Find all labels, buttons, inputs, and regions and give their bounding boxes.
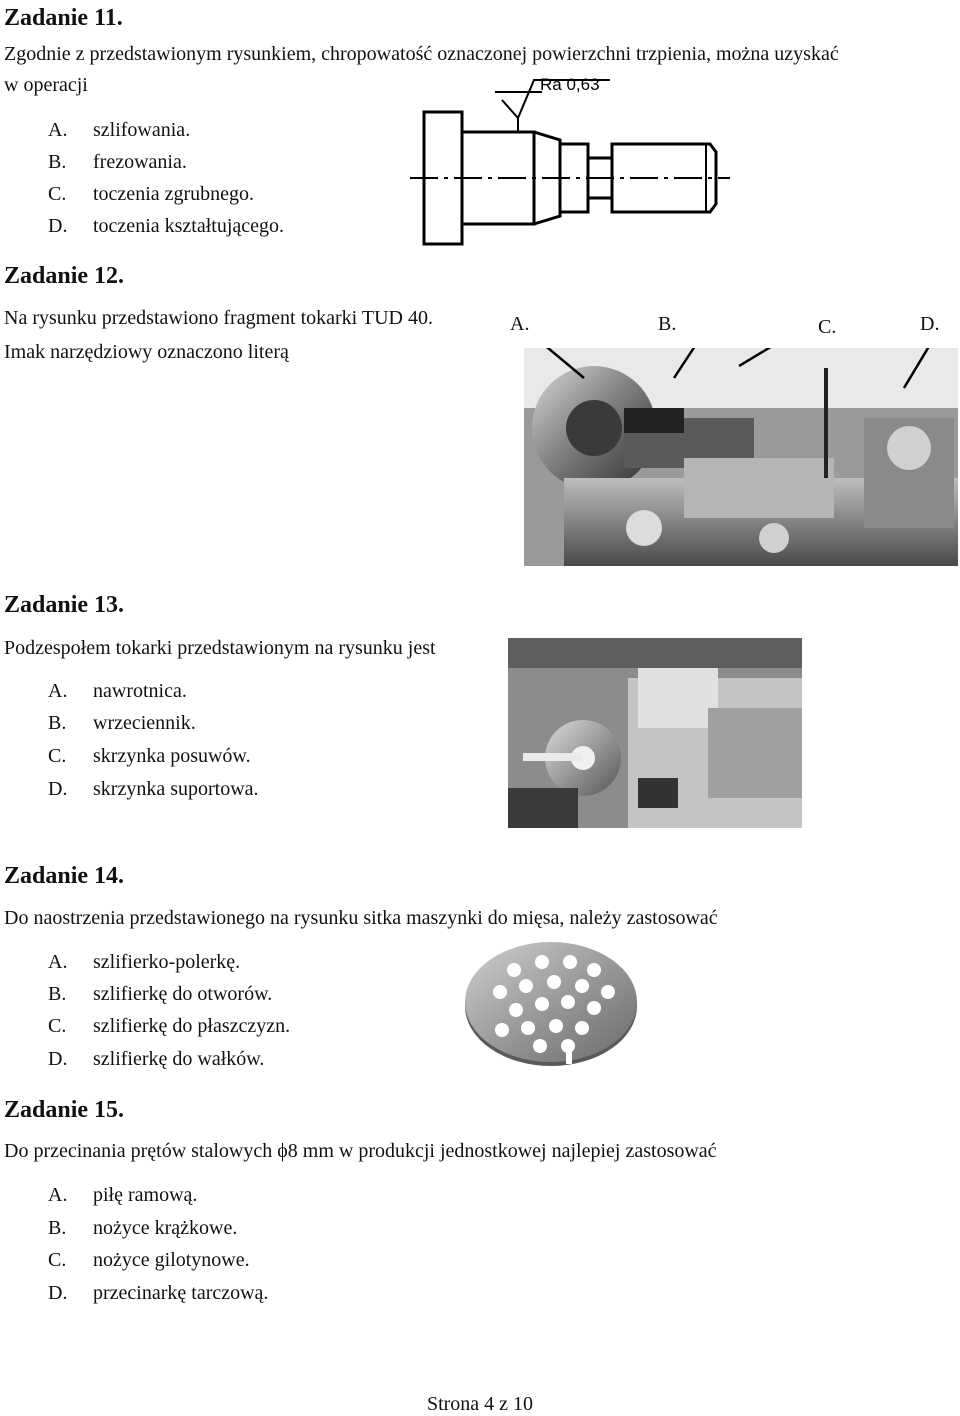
option-text: toczenia zgrubnego. — [93, 183, 255, 205]
option-letter: A. — [48, 1184, 68, 1206]
option-text: wrzeciennik. — [93, 712, 196, 734]
q11-question-line1: Zgodnie z przedstawionym rysunkiem, chropowatość oznaczonej powierzchni trzpienia, można uzyskać — [4, 43, 839, 65]
option-text: nożyce krążkowe. — [93, 1217, 238, 1239]
photo-label-b: B. — [658, 313, 677, 335]
option-text: szlifierkę do wałków. — [93, 1048, 265, 1070]
q12-question-line2: Imak narzędziowy oznaczono literą — [4, 341, 289, 363]
option-text: nawrotnica. — [93, 680, 187, 702]
roughness-label: Ra 0,63 — [540, 75, 600, 94]
lathe-photo — [508, 308, 958, 566]
option-letter: B. — [48, 983, 67, 1005]
option-letter: C. — [48, 1249, 67, 1271]
q14-title: Zadanie 14. — [4, 863, 125, 889]
q14-question-line1: Do naostrzenia przedstawionego na rysunku sitka maszynki do mięsa, należy zastosować — [4, 907, 718, 929]
option-text: toczenia kształtującego. — [93, 215, 285, 237]
gearbox-photo — [508, 638, 802, 828]
option-text: szlifowania. — [93, 119, 191, 141]
photo-label-a: A. — [510, 313, 530, 335]
q15-question-line1: Do przecinania prętów stalowych ϕ8 mm w produkcji jednostkowej najlepiej zastosować — [4, 1140, 717, 1162]
option-letter: D. — [48, 778, 68, 800]
option-text: szlifierkę do płaszczyzn. — [93, 1015, 291, 1037]
option-letter: D. — [48, 1282, 68, 1304]
option-letter: B. — [48, 151, 67, 173]
option-letter: C. — [48, 745, 67, 767]
q15-title: Zadanie 15. — [4, 1097, 125, 1123]
option-text: szlifierko-polerkę. — [93, 951, 241, 973]
option-letter: B. — [48, 1217, 67, 1239]
option-letter: A. — [48, 680, 68, 702]
q11-question-line2: w operacji — [4, 74, 88, 96]
photo-label-c: C. — [818, 316, 837, 338]
q11-title: Zadanie 11. — [4, 5, 123, 31]
option-letter: A. — [48, 119, 68, 141]
meat-grinder-plate-photo — [462, 938, 640, 1070]
lathe-image — [524, 348, 958, 566]
q12-title: Zadanie 12. — [4, 263, 125, 289]
photo-label-d: D. — [920, 313, 940, 335]
option-letter: C. — [48, 1015, 67, 1037]
option-text: szlifierkę do otworów. — [93, 983, 273, 1005]
page-number: Strona 4 z 10 — [426, 1393, 534, 1415]
q13-title: Zadanie 13. — [4, 592, 125, 618]
shaft-technical-drawing — [410, 70, 730, 250]
option-text: skrzynka suportowa. — [93, 778, 259, 800]
option-letter: D. — [48, 1048, 68, 1070]
option-text: skrzynka posuwów. — [93, 745, 251, 767]
option-letter: D. — [48, 215, 68, 237]
q12-question-line1: Na rysunku przedstawiono fragment tokarki TUD 40. — [4, 307, 433, 329]
option-letter: B. — [48, 712, 67, 734]
option-letter: A. — [48, 951, 68, 973]
option-text: przecinarkę tarczową. — [93, 1282, 269, 1304]
option-text: piłę ramową. — [93, 1184, 198, 1206]
option-text: nożyce gilotynowe. — [93, 1249, 250, 1271]
option-letter: C. — [48, 183, 67, 205]
q13-question-line1: Podzespołem tokarki przedstawionym na rysunku jest — [4, 637, 436, 659]
option-text: frezowania. — [93, 151, 187, 173]
